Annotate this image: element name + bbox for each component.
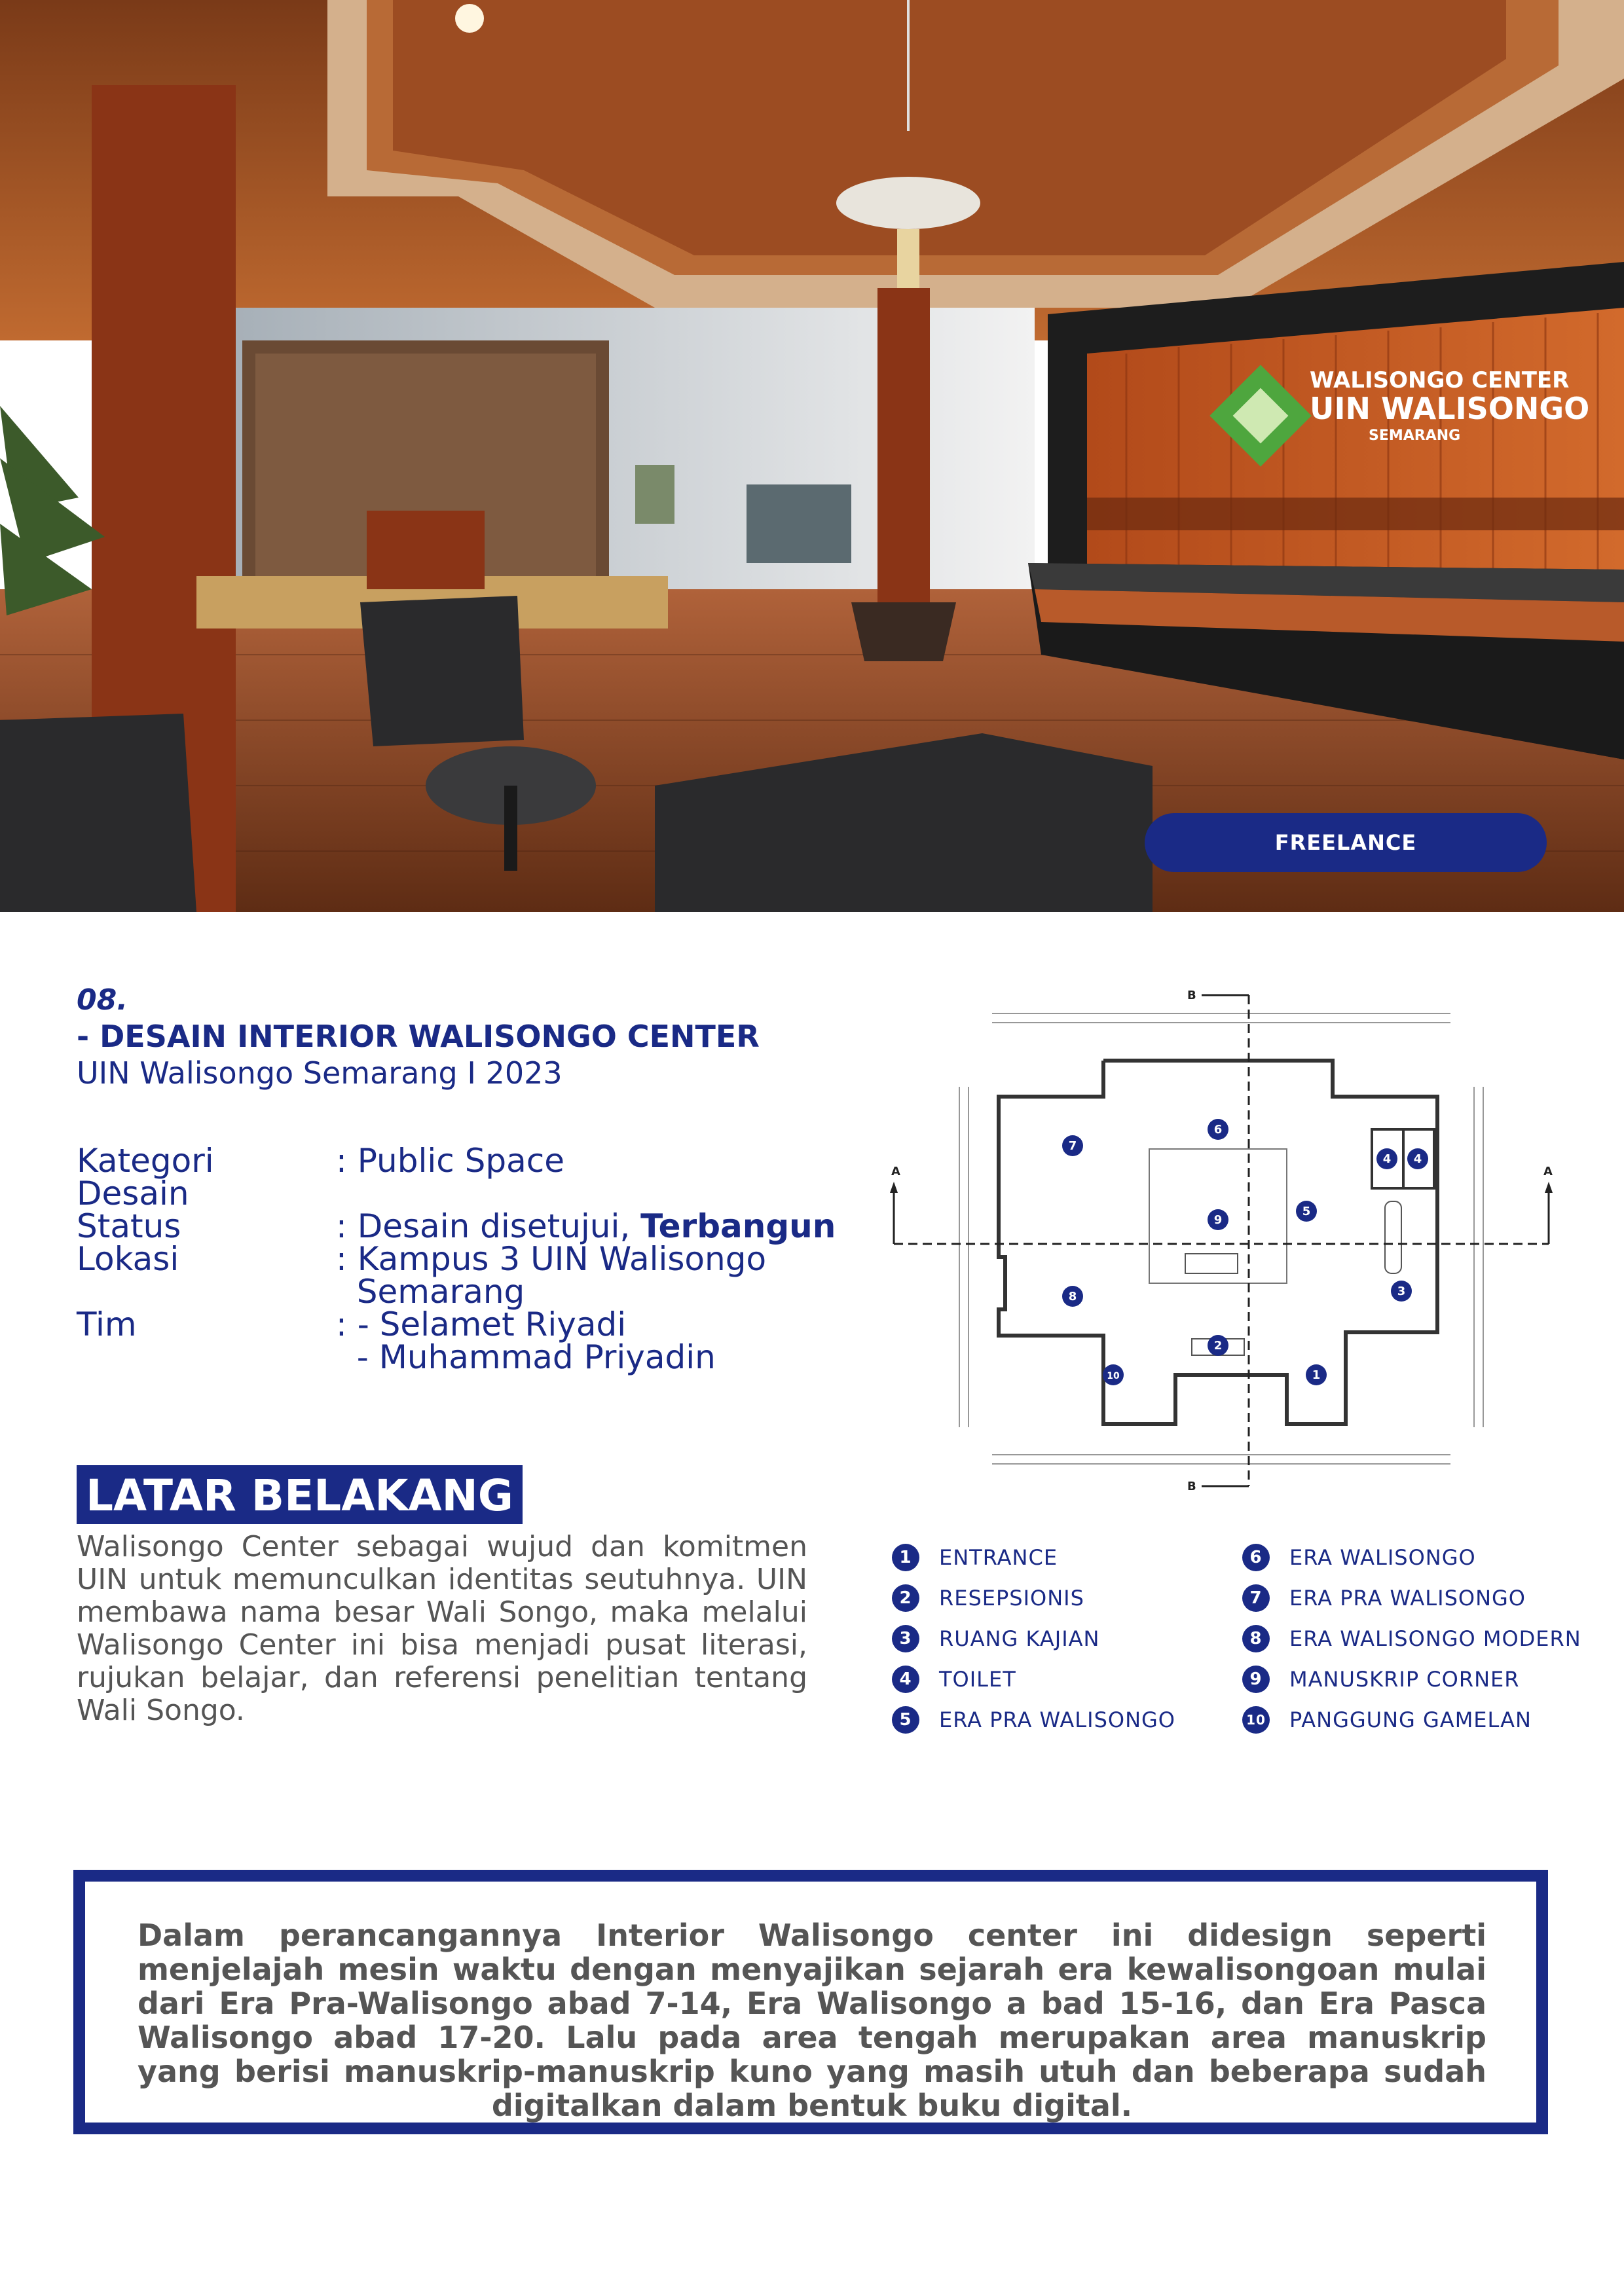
legend-label: ERA PRA WALISONGO xyxy=(939,1707,1175,1732)
summary-text: Dalam perancangannya Interior Walisongo center ini didesign seperti menjelajah mesin waktu dengan menyajikan sejarah era kewalisongoan mulai dari Era Pra-Walisongo abad 7-14, Era Walisongo a bad 15-16, dan Era Pasca Walisongo abad 17-20. Lalu pada area tengah merupakan area manuskrip yang berisi manuskrip-manuskrip kuno yang masih utuh dan beberapa sudah digitalkan dalam bentuk buku digital. xyxy=(138,1918,1486,2123)
legend-number: 1 xyxy=(892,1544,919,1571)
section-b-bottom: B xyxy=(1187,1480,1196,1493)
plan-marker-2 xyxy=(1208,1335,1228,1356)
project-subtitle: UIN Walisongo Semarang I 2023 xyxy=(77,1055,563,1091)
legend-item xyxy=(1242,1659,1581,1700)
plan-marker-6 xyxy=(1208,1119,1228,1140)
legend-item xyxy=(892,1659,1175,1700)
legend-number: 9 xyxy=(1242,1666,1270,1693)
status-label: Status xyxy=(77,1207,181,1245)
svg-text:10: 10 xyxy=(1107,1371,1120,1381)
legend-item xyxy=(1242,1537,1581,1578)
legend-item xyxy=(892,1578,1175,1618)
legend-label: RESEPSIONIS xyxy=(939,1586,1084,1611)
plan-marker-8 xyxy=(1062,1286,1083,1307)
latar-belakang-body: Walisongo Center sebagai wujud dan komitmen UIN untuk memunculkan identitas seutuhnya. UIN membawa nama besar Wali Songo, maka melalui Walisongo Center ini bisa menjadi pusat literasi, rujukan belajar, dan referensi penelitian tentang Wali Songo. xyxy=(77,1530,807,1727)
section-a-right: A xyxy=(1543,1165,1553,1178)
project-info xyxy=(77,1144,873,1374)
legend-item xyxy=(1242,1700,1581,1740)
sign-line-1: WALISONGO CENTER xyxy=(1310,367,1570,393)
summary-box xyxy=(73,1870,1548,2134)
freelance-badge: FREELANCE xyxy=(1145,813,1547,872)
tim-label: Tim xyxy=(77,1305,137,1343)
svg-text:5: 5 xyxy=(1302,1205,1311,1218)
legend-right xyxy=(1242,1537,1581,1740)
lokasi-value xyxy=(336,1240,873,1311)
lokasi-value-line1: : Kampus 3 UIN Walisongo xyxy=(336,1240,767,1278)
lokasi-label: Lokasi xyxy=(77,1240,179,1278)
legend-label: ERA WALISONGO MODERN xyxy=(1289,1626,1581,1651)
svg-text:3: 3 xyxy=(1397,1285,1406,1298)
legend-label: ERA WALISONGO xyxy=(1289,1545,1476,1570)
latar-belakang-heading: LATAR BELAKANG xyxy=(77,1465,523,1524)
info-row-status xyxy=(77,1207,873,1245)
info-row-lokasi xyxy=(77,1240,873,1311)
lokasi-value-line2: Semarang xyxy=(336,1273,525,1311)
kategori-label: Kategori Desain xyxy=(77,1142,214,1212)
svg-text:2: 2 xyxy=(1213,1339,1223,1353)
legend-number: 4 xyxy=(892,1666,919,1693)
legend-number: 7 xyxy=(1242,1584,1270,1612)
legend-item xyxy=(892,1700,1175,1740)
floor-plan-drawing xyxy=(887,982,1555,1499)
legend-number: 10 xyxy=(1242,1706,1270,1734)
svg-text:4: 4 xyxy=(1382,1152,1392,1166)
svg-text:4: 4 xyxy=(1413,1152,1422,1166)
legend-number: 2 xyxy=(892,1584,919,1612)
svg-text:8: 8 xyxy=(1068,1290,1077,1303)
legend-item xyxy=(892,1537,1175,1578)
svg-text:9: 9 xyxy=(1213,1213,1223,1227)
plan-marker-4a xyxy=(1376,1148,1397,1169)
legend-label: MANUSKRIP CORNER xyxy=(1289,1667,1520,1692)
plan-marker-1 xyxy=(1306,1364,1327,1385)
legend-item xyxy=(1242,1578,1581,1618)
info-row-kategori xyxy=(77,1144,873,1210)
legend-number: 5 xyxy=(892,1706,919,1734)
plan-marker-3 xyxy=(1391,1281,1412,1302)
sign-line-3: SEMARANG xyxy=(1369,428,1461,444)
tim-value-line1: : - Selamet Riyadi xyxy=(336,1305,627,1343)
legend-label: PANGGUNG GAMELAN xyxy=(1289,1707,1532,1732)
interior-render xyxy=(0,0,1624,912)
legend-left xyxy=(892,1537,1175,1740)
plan-marker-4b xyxy=(1407,1148,1428,1169)
section-a-left: A xyxy=(891,1165,900,1178)
status-value xyxy=(336,1207,873,1245)
project-title: - DESAIN INTERIOR WALISONGO CENTER xyxy=(77,1019,760,1054)
svg-text:7: 7 xyxy=(1068,1139,1077,1153)
legend-label: ERA PRA WALISONGO xyxy=(1289,1586,1526,1611)
legend-number: 8 xyxy=(1242,1625,1270,1652)
plan-marker-9 xyxy=(1208,1209,1228,1230)
legend-label: TOILET xyxy=(939,1667,1016,1692)
plan-marker-10 xyxy=(1103,1364,1124,1385)
legend-item xyxy=(892,1618,1175,1659)
status-value-bold: Terbangun xyxy=(640,1207,836,1245)
legend-label: RUANG KAJIAN xyxy=(939,1626,1100,1651)
floor-plan xyxy=(887,982,1555,1499)
tim-value-line2: - Muhammad Priyadin xyxy=(336,1338,716,1376)
project-number: 08. xyxy=(77,983,128,1017)
plan-marker-5 xyxy=(1296,1201,1317,1222)
legend-number: 3 xyxy=(892,1625,919,1652)
legend-number: 6 xyxy=(1242,1544,1270,1571)
legend-item xyxy=(1242,1618,1581,1659)
status-value-prefix: : Desain disetujui, xyxy=(336,1207,641,1245)
legend-label: ENTRANCE xyxy=(939,1545,1058,1570)
tim-value xyxy=(336,1305,873,1376)
sign-line-2: UIN WALISONGO xyxy=(1310,391,1590,426)
plan-marker-7 xyxy=(1062,1135,1083,1156)
hero-render-image xyxy=(0,0,1624,912)
info-row-tim xyxy=(77,1305,873,1376)
section-b-top: B xyxy=(1187,989,1196,1002)
svg-text:1: 1 xyxy=(1312,1368,1321,1382)
svg-text:6: 6 xyxy=(1213,1123,1223,1137)
kategori-value: : Public Space xyxy=(336,1142,564,1180)
